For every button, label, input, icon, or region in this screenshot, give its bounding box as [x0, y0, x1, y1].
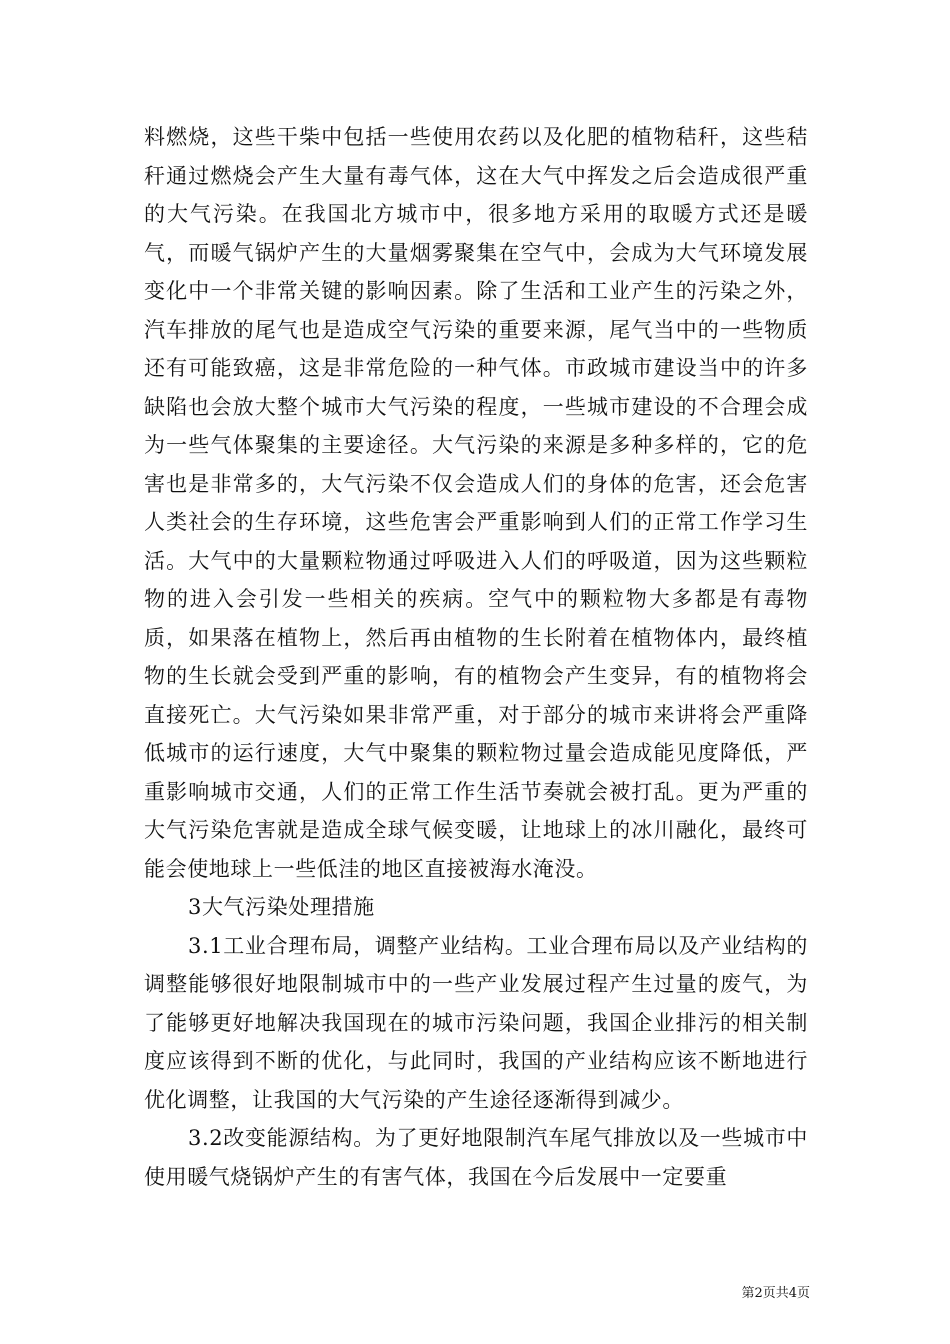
- subsection-paragraph-3-2: 3.2改变能源结构。为了更好地限制汽车尾气排放以及一些城市中使用暖气烧锅炉产生的有害气体，我国在今后发展中一定要重: [144, 1126, 808, 1189]
- section-heading: 3大气污染处理措施: [188, 895, 375, 919]
- subsection-paragraph-3-1: 3.1工业合理布局，调整产业结构。工业合理布局以及产业结构的调整能够很好地限制城市中的一些产业发展过程产生过量的废气，为了能够更好地解决我国现在的城市污染问题，我国企业排污的相关制度应该得到不断的优化，与此同时，我国的产业结构应该不断地进行优化调整，让我国的大气污染的产生途径逐渐得到减少。: [144, 933, 808, 1112]
- page-number-footer: 第2页共4页: [741, 1286, 810, 1301]
- document-body: [144, 118, 808, 1196]
- body-paragraph-continued: 料燃烧，这些干柴中包括一些使用农药以及化肥的植物秸秆，这些秸秆通过燃烧会产生大量有毒气体，这在大气中挥发之后会造成很严重的大气污染。在我国北方城市中，很多地方采用的取暖方式还是暖气，而暖气锅炉产生的大量烟雾聚集在空气中，会成为大气环境发展变化中一个非常关键的影响因素。除了生活和工业产生的污染之外，汽车排放的尾气也是造成空气污染的重要来源，尾气当中的一些物质还有可能致癌，这是非常危险的一种气体。市政城市建设当中的许多缺陷也会放大整个城市大气污染的程度，一些城市建设的不合理会成为一些气体聚集的主要途径。大气污染的来源是多种多样的，它的危害也是非常多的，大气污染不仅会造成人们的身体的危害，还会危害人类社会的生存环境，这些危害会严重影响到人们的正常工作学习生活。大气中的大量颗粒物通过呼吸进入人们的呼吸道，因为这些颗粒物的进入会引发一些相关的疾病。空气中的颗粒物大多都是有毒物质，如果落在植物上，然后再由植物的生长附着在植物体内，最终植物的生长就会受到严重的影响，有的植物会产生变异，有的植物将会直接死亡。大气污染如果非常严重，对于部分的城市来讲将会严重降低城市的运行速度，大气中聚集的颗粒物过量会造成能见度降低，严重影响城市交通，人们的正常工作生活节奏就会被打乱。更为严重的大气污染危害就是造成全球气候变暖，让地球上的冰川融化，最终可能会使地球上一些低洼的地区直接被海水淹没。: [144, 125, 808, 881]
